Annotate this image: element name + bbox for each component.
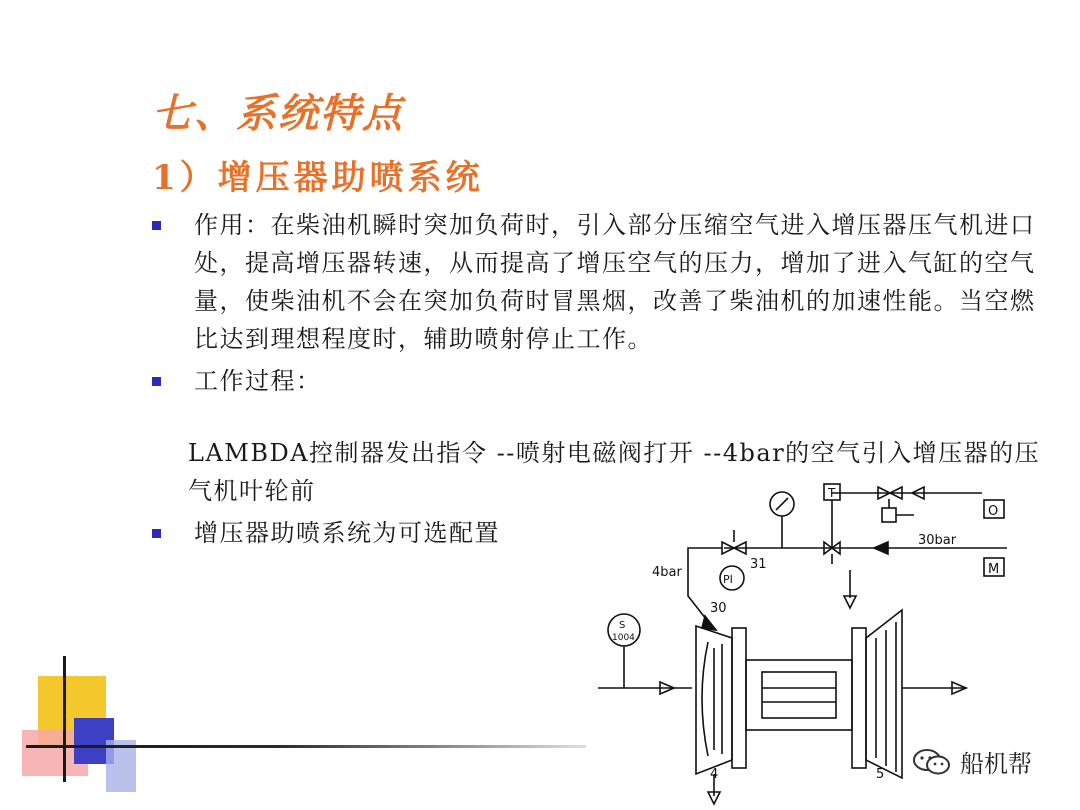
- bullet-optional: [150, 514, 634, 552]
- watermark: [912, 744, 1032, 779]
- label-m: M: [988, 562, 1000, 577]
- label-t: T: [828, 486, 836, 500]
- wechat-icon: [912, 747, 952, 777]
- deco-horizontal-line: [26, 745, 586, 748]
- label-30: 30: [710, 601, 727, 616]
- label-31: 31: [750, 557, 767, 572]
- bullet-text: 作用：在柴油机瞬时突加负荷时，引入部分压缩空气进入增压器压气机进口处，提高增压器转速，从而提高了增压空气的压力，增加了进入气缸的空气量，使柴油机不会在突加负荷时冒黑烟，改善了柴油机的加速性能。当空燃比达到理想程度时，辅助喷射停止工作。: [194, 211, 1036, 353]
- compressor-wheel: [702, 642, 708, 756]
- process-description: LAMBDA控制器发出指令 --喷射电磁阀打开 --4bar的空气引入增压器的压气机叶轮前: [188, 439, 1041, 505]
- label-4: 4: [710, 767, 719, 782]
- bullet-marker: [152, 529, 161, 538]
- bullet-optional-wrap: [150, 514, 634, 552]
- bullet-function: [150, 206, 1050, 358]
- label-pi: PI: [723, 573, 733, 586]
- gauge-needle: [776, 498, 788, 510]
- slide-title: 七、系统特点: [152, 90, 404, 137]
- label-s-num: 1004: [612, 633, 635, 643]
- label-30bar: 30bar: [918, 533, 957, 548]
- label-5: 5: [876, 767, 885, 782]
- solenoid-box: [882, 508, 896, 522]
- watermark-text: 船机帮: [960, 750, 1032, 778]
- bullet-marker: [152, 377, 161, 386]
- label-4bar: 4bar: [652, 565, 682, 580]
- turbine-flange: [852, 628, 866, 768]
- deco-vertical-line: [63, 656, 66, 782]
- bullet-marker: [152, 221, 161, 230]
- slide-subtitle: 1）增压器助喷系统: [152, 158, 484, 198]
- label-s: S: [619, 620, 626, 631]
- shaft-housing: [762, 672, 836, 718]
- bullet-process: [150, 362, 1050, 400]
- bullet-text: 工作过程：: [194, 367, 322, 395]
- label-o: O: [988, 504, 999, 519]
- flow-arrow-main: [874, 542, 888, 554]
- compressor-flange: [732, 628, 746, 768]
- bullet-text: 增压器助喷系统为可选配置: [194, 519, 500, 547]
- bullet-list: [150, 206, 1050, 400]
